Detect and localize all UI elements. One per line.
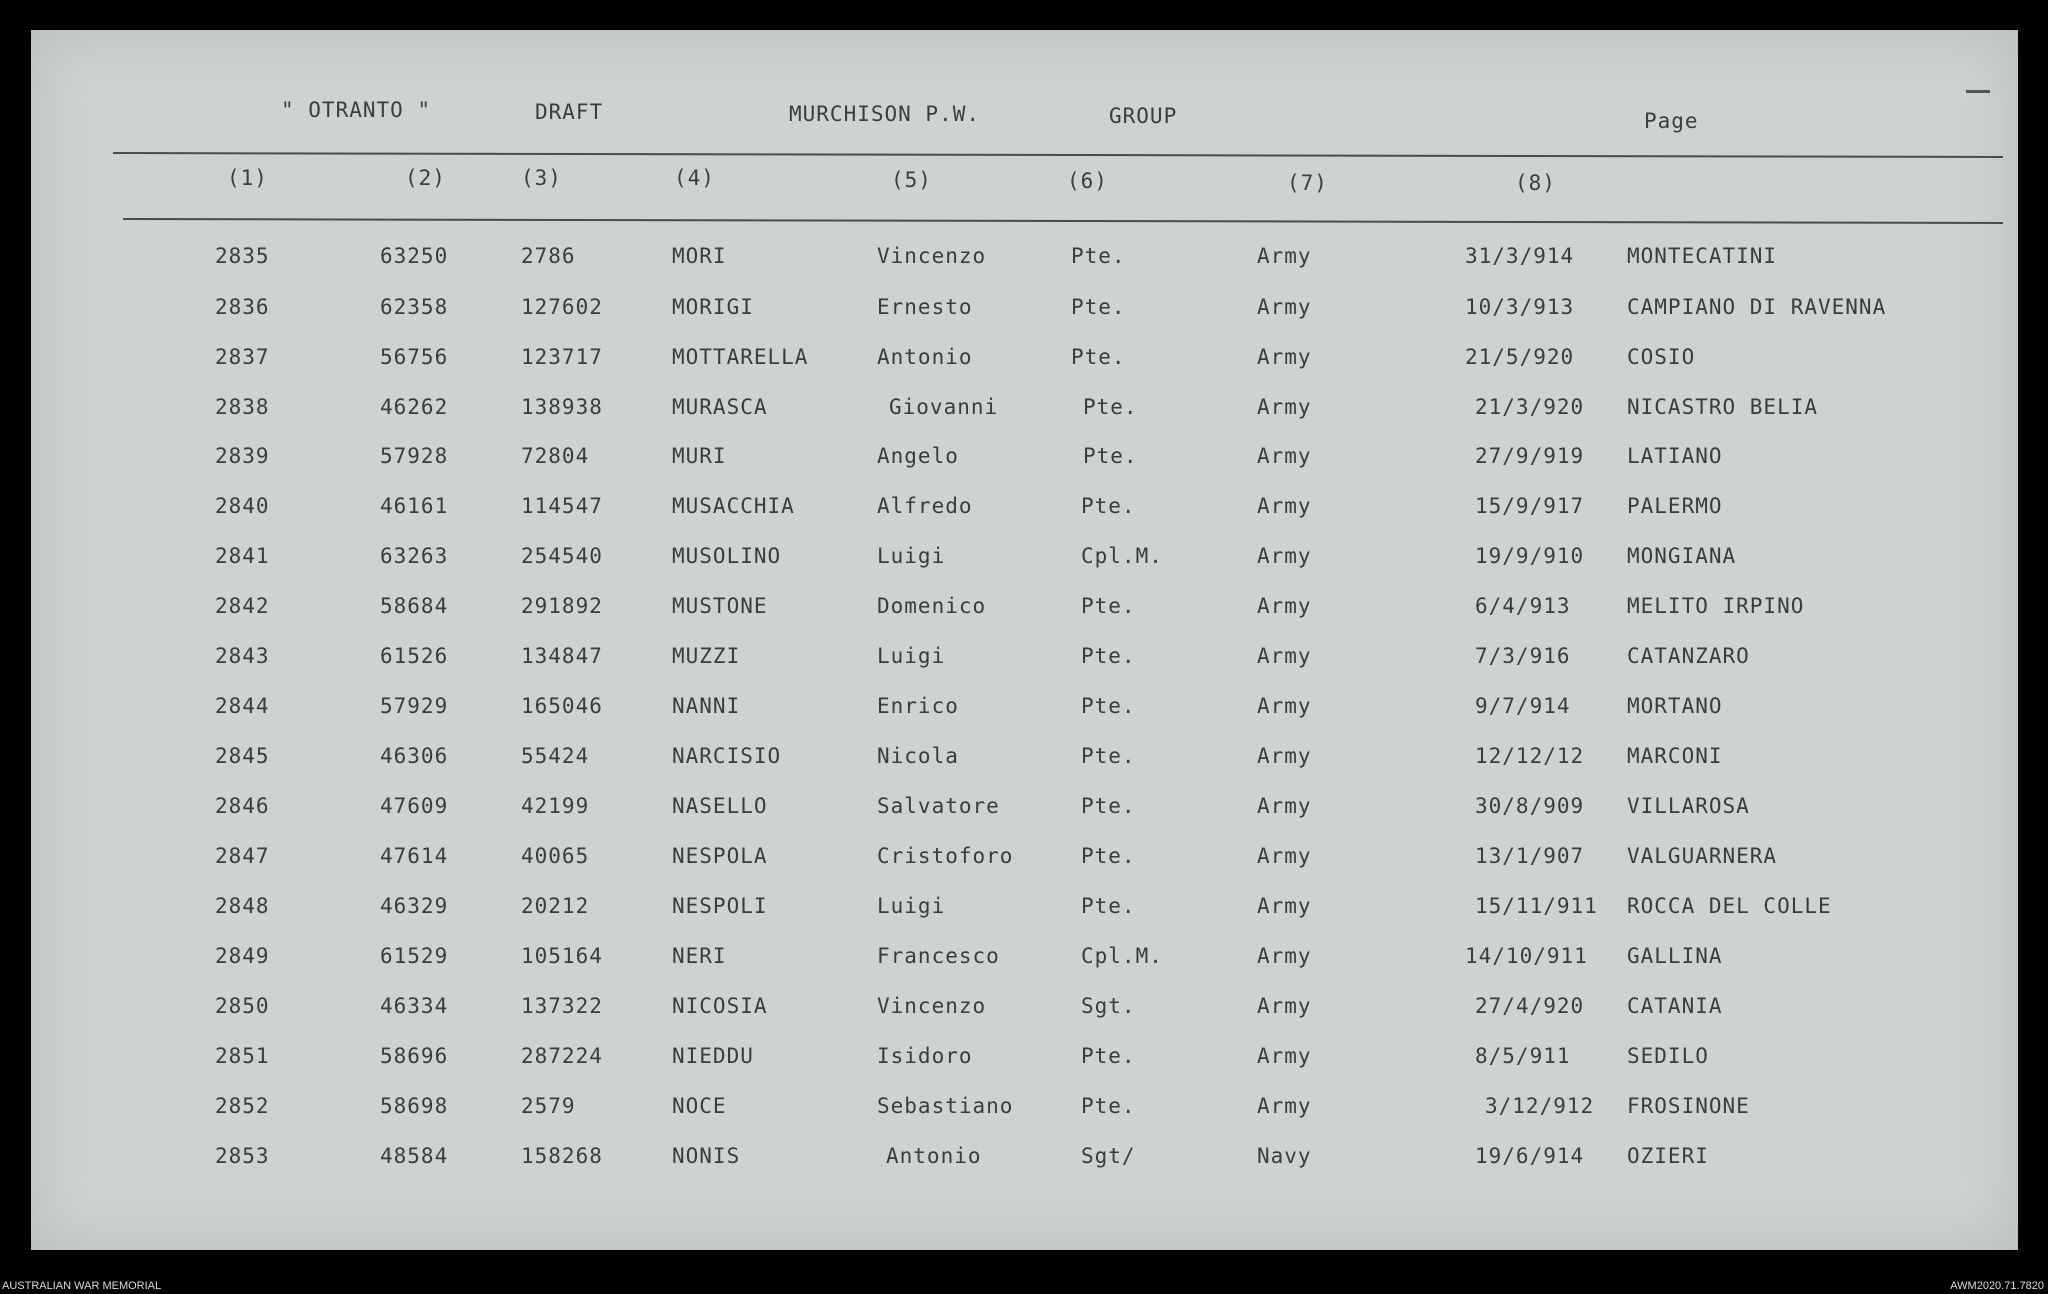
date: 10/3/913 [1465, 295, 1575, 319]
service: Navy [1257, 1144, 1312, 1168]
place: LATIANO [1627, 444, 1723, 468]
surname: NASELLO [672, 794, 768, 818]
place: NICASTRO BELIA [1627, 395, 1819, 419]
service: Army [1257, 345, 1312, 369]
record-number: 2848 [215, 894, 270, 918]
date: 19/6/914 [1475, 1144, 1585, 1168]
date: 3/12/912 [1485, 1094, 1595, 1118]
first-name: Domenico [877, 594, 987, 618]
service-number: 46329 [380, 894, 449, 918]
record-number: 2843 [215, 644, 270, 668]
date: 21/5/920 [1465, 345, 1575, 369]
place: CAMPIANO DI RAVENNA [1627, 295, 1887, 319]
record-number: 2836 [215, 295, 270, 319]
service-number: 58698 [380, 1094, 449, 1118]
place: MARCONI [1627, 744, 1723, 768]
pw-number: 105164 [521, 944, 603, 968]
footer-credit: AUSTRALIAN WAR MEMORIAL [2, 1280, 162, 1292]
date: 15/9/917 [1475, 494, 1585, 518]
service: Army [1257, 694, 1312, 718]
rank: Sgt. [1081, 994, 1136, 1018]
service: Army [1257, 444, 1312, 468]
date: 14/10/911 [1465, 944, 1588, 968]
pw-number: 138938 [521, 395, 603, 419]
group-name: MURCHISON P.W. [789, 102, 981, 126]
column-header-3: (3) [521, 166, 562, 190]
surname: MUSACCHIA [672, 494, 795, 518]
service-number: 46262 [380, 395, 449, 419]
table-row [31, 345, 2018, 385]
place: VILLAROSA [1627, 794, 1750, 818]
record-number: 2853 [215, 1144, 270, 1168]
column-header-1: (1) [227, 166, 268, 190]
pw-number: 127602 [521, 295, 603, 319]
first-name: Vincenzo [877, 994, 987, 1018]
service: Army [1257, 644, 1312, 668]
surname: NANNI [672, 694, 741, 718]
table-row [31, 844, 2018, 884]
first-name: Antonio [886, 1144, 982, 1168]
place: CATANIA [1627, 994, 1723, 1018]
rank: Pte. [1081, 894, 1136, 918]
surname: NIEDDU [672, 1044, 754, 1068]
surname: NESPOLI [672, 894, 768, 918]
service-number: 63263 [380, 544, 449, 568]
first-name: Antonio [877, 345, 973, 369]
table-row [31, 295, 2018, 335]
rank: Pte. [1081, 694, 1136, 718]
service-number: 47609 [380, 794, 449, 818]
record-number: 2838 [215, 395, 270, 419]
service: Army [1257, 244, 1312, 268]
first-name: Cristoforo [877, 844, 1014, 868]
service-number: 63250 [380, 244, 449, 268]
surname: MUSOLINO [672, 544, 782, 568]
service: Army [1257, 894, 1312, 918]
service: Army [1257, 295, 1312, 319]
table-row [31, 894, 2018, 934]
record-number: 2850 [215, 994, 270, 1018]
table-row [31, 1094, 2018, 1134]
service-number: 62358 [380, 295, 449, 319]
service: Army [1257, 594, 1312, 618]
rank: Pte. [1081, 1094, 1136, 1118]
record-number: 2844 [215, 694, 270, 718]
service-number: 61526 [380, 644, 449, 668]
first-name: Luigi [877, 544, 946, 568]
surname: NARCISIO [672, 744, 782, 768]
document-sheet [31, 30, 2018, 1250]
record-number: 2840 [215, 494, 270, 518]
page-label: Page [1644, 109, 1699, 133]
date: 30/8/909 [1475, 794, 1585, 818]
place: MONGIANA [1627, 544, 1737, 568]
service-number: 46334 [380, 994, 449, 1018]
surname: NESPOLA [672, 844, 768, 868]
service-number: 56756 [380, 345, 449, 369]
surname: NOCE [672, 1094, 727, 1118]
surname: MORI [672, 244, 727, 268]
first-name: Nicola [877, 744, 959, 768]
record-number: 2847 [215, 844, 270, 868]
pw-number: 291892 [521, 594, 603, 618]
records-table [31, 30, 2018, 1250]
record-number: 2851 [215, 1044, 270, 1068]
pw-number: 72804 [521, 444, 590, 468]
rank: Pte. [1071, 244, 1126, 268]
service-number: 57929 [380, 694, 449, 718]
rank: Pte. [1081, 744, 1136, 768]
first-name: Luigi [877, 644, 946, 668]
first-name: Isidoro [877, 1044, 973, 1068]
date: 8/5/911 [1475, 1044, 1571, 1068]
first-name: Giovanni [889, 395, 999, 419]
group-label: GROUP [1109, 104, 1178, 128]
service: Army [1257, 744, 1312, 768]
surname: MURASCA [672, 395, 768, 419]
column-header-6: (6) [1067, 169, 1108, 193]
pw-number: 20212 [521, 894, 590, 918]
pw-number: 254540 [521, 544, 603, 568]
rank: Cpl.M. [1081, 544, 1163, 568]
footer-reference: AWM2020.71.7820 [1950, 1280, 2044, 1292]
rank: Pte. [1083, 444, 1138, 468]
rank: Sgt/ [1081, 1144, 1136, 1168]
record-number: 2849 [215, 944, 270, 968]
rank: Pte. [1081, 794, 1136, 818]
rank: Pte. [1081, 844, 1136, 868]
place: MELITO IRPINO [1627, 594, 1805, 618]
place: COSIO [1627, 345, 1696, 369]
first-name: Alfredo [877, 494, 973, 518]
place: PALERMO [1627, 494, 1723, 518]
date: 9/7/914 [1475, 694, 1571, 718]
service-number: 46161 [380, 494, 449, 518]
service: Army [1257, 794, 1312, 818]
first-name: Salvatore [877, 794, 1000, 818]
date: 19/9/910 [1475, 544, 1585, 568]
table-row [31, 494, 2018, 534]
column-header-2: (2) [405, 166, 446, 190]
date: 6/4/913 [1475, 594, 1571, 618]
date: 13/1/907 [1475, 844, 1585, 868]
service: Army [1257, 1094, 1312, 1118]
service-number: 47614 [380, 844, 449, 868]
table-row [31, 744, 2018, 784]
pw-number: 134847 [521, 644, 603, 668]
pw-number: 40065 [521, 844, 590, 868]
rank: Pte. [1081, 594, 1136, 618]
table-row [31, 444, 2018, 484]
service: Army [1257, 994, 1312, 1018]
first-name: Enrico [877, 694, 959, 718]
surname: MOTTARELLA [672, 345, 809, 369]
place: CATANZARO [1627, 644, 1750, 668]
place: MONTECATINI [1627, 244, 1778, 268]
place: FROSINONE [1627, 1094, 1750, 1118]
first-name: Ernesto [877, 295, 973, 319]
service: Army [1257, 494, 1312, 518]
column-header-8: (8) [1515, 171, 1556, 195]
place: MORTANO [1627, 694, 1723, 718]
pw-number: 114547 [521, 494, 603, 518]
pw-number: 42199 [521, 794, 590, 818]
surname: MORIGI [672, 295, 754, 319]
column-header-5: (5) [891, 168, 932, 192]
date: 27/9/919 [1475, 444, 1585, 468]
rank: Pte. [1081, 1044, 1136, 1068]
service: Army [1257, 395, 1312, 419]
service-number: 61529 [380, 944, 449, 968]
table-row [31, 1144, 2018, 1184]
table-row [31, 994, 2018, 1034]
record-number: 2839 [215, 444, 270, 468]
first-name: Angelo [877, 444, 959, 468]
service: Army [1257, 944, 1312, 968]
column-header-4: (4) [674, 166, 715, 190]
surname: NICOSIA [672, 994, 768, 1018]
place: GALLINA [1627, 944, 1723, 968]
date: 27/4/920 [1475, 994, 1585, 1018]
service-number: 58684 [380, 594, 449, 618]
rank: Pte. [1071, 345, 1126, 369]
place: SEDILO [1627, 1044, 1709, 1068]
surname: MUSTONE [672, 594, 768, 618]
record-number: 2837 [215, 345, 270, 369]
pw-number: 2579 [521, 1094, 576, 1118]
surname: MURI [672, 444, 727, 468]
place: ROCCA DEL COLLE [1627, 894, 1832, 918]
record-number: 2852 [215, 1094, 270, 1118]
service: Army [1257, 844, 1312, 868]
record-number: 2841 [215, 544, 270, 568]
pw-number: 137322 [521, 994, 603, 1018]
pw-number: 158268 [521, 1144, 603, 1168]
rank: Pte. [1071, 295, 1126, 319]
pw-number: 55424 [521, 744, 590, 768]
service: Army [1257, 544, 1312, 568]
date: 12/12/12 [1475, 744, 1585, 768]
table-row [31, 594, 2018, 634]
table-row [31, 395, 2018, 435]
pw-number: 165046 [521, 694, 603, 718]
rank: Pte. [1081, 494, 1136, 518]
date: 15/11/911 [1475, 894, 1598, 918]
rank: Pte. [1083, 395, 1138, 419]
table-row [31, 694, 2018, 734]
first-name: Vincenzo [877, 244, 987, 268]
pw-number: 287224 [521, 1044, 603, 1068]
service-number: 46306 [380, 744, 449, 768]
first-name: Francesco [877, 944, 1000, 968]
rank: Pte. [1081, 644, 1136, 668]
record-number: 2846 [215, 794, 270, 818]
column-header-7: (7) [1287, 171, 1328, 195]
service-number: 48584 [380, 1144, 449, 1168]
record-number: 2845 [215, 744, 270, 768]
first-name: Luigi [877, 894, 946, 918]
table-row [31, 644, 2018, 684]
table-row [31, 794, 2018, 834]
date: 7/3/916 [1475, 644, 1571, 668]
ship-name: " OTRANTO " [281, 98, 432, 122]
place: VALGUARNERA [1627, 844, 1778, 868]
record-number: 2835 [215, 244, 270, 268]
record-number: 2842 [215, 594, 270, 618]
date: 21/3/920 [1475, 395, 1585, 419]
surname: MUZZI [672, 644, 741, 668]
service-number: 58696 [380, 1044, 449, 1068]
table-row [31, 944, 2018, 984]
rank: Cpl.M. [1081, 944, 1163, 968]
service: Army [1257, 1044, 1312, 1068]
draft-label: DRAFT [535, 100, 604, 124]
table-row [31, 544, 2018, 584]
pw-number: 123717 [521, 345, 603, 369]
pw-number: 2786 [521, 244, 576, 268]
table-row [31, 1044, 2018, 1084]
date: 31/3/914 [1465, 244, 1575, 268]
surname: NONIS [672, 1144, 741, 1168]
table-row [31, 244, 2018, 284]
first-name: Sebastiano [877, 1094, 1014, 1118]
surname: NERI [672, 944, 727, 968]
service-number: 57928 [380, 444, 449, 468]
place: OZIERI [1627, 1144, 1709, 1168]
